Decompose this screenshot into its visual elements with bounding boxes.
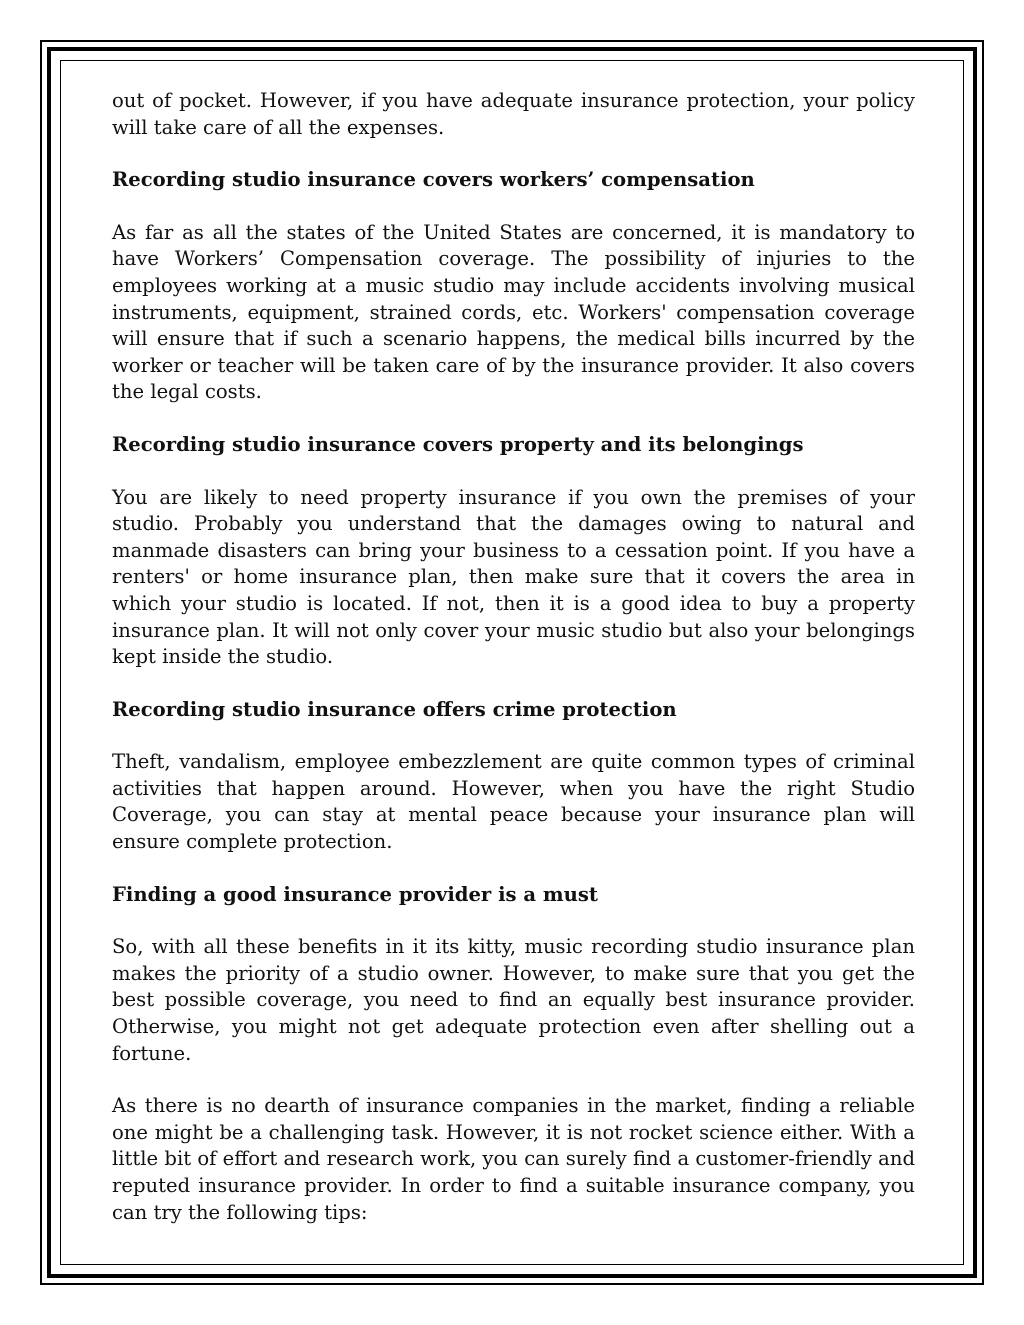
paragraph-continuation: out of pocket. However, if you have adequate insurance protection, your policy will take care of all the expenses.: [112, 89, 915, 139]
heading-property: Recording studio insurance covers property and its belongings: [112, 432, 804, 456]
heading-workers-compensation: Recording studio insurance covers workers’ compensation: [112, 168, 755, 192]
paragraph-crime-protection: Theft, vandalism, employee embezzlement are quite common types of criminal activities that happen around. However, when you have the right Studio Coverage, you can stay at mental peace because your insurance plan will ensure complete protection.: [112, 750, 915, 854]
paragraph-property: You are likely to need property insurance if you own the premises of your studio. Probably you understand that the damages owing to natural and manmade disasters can bring your business to a cessation point. If you have a renters' or home insurance plan, then make sure that it covers the area in which your studio is located. If not, then it is a good idea to buy a property insurance plan. It will not only cover your music studio but also your belongings kept inside the studio.: [112, 485, 915, 669]
heading-crime-protection: Recording studio insurance offers crime protection: [112, 697, 677, 721]
paragraph-tips-intro: As there is no dearth of insurance companies in the market, finding a reliable one might be a challenging task. However, it is not rocket science either. With a little bit of effort and research work, you can surely find a customer-friendly and reputed insurance provider. In order to find a suitable insurance company, you can try the following tips:: [112, 1094, 915, 1224]
document-body: [112, 88, 915, 1252]
paragraph-workers-compensation: As far as all the states of the United States are concerned, it is mandatory to have Workers’ Compensation coverage. The possibility of injuries to the employees working at a music studio may include accidents involving musical instruments, equipment, strained cords, etc. Workers' compensation coverage will ensure that if such a scenario happens, the medical bills incurred by the worker or teacher will be taken care of by the insurance provider. It also covers the legal costs.: [112, 220, 915, 404]
heading-finding-provider: Finding a good insurance provider is a must: [112, 882, 598, 906]
paragraph-finding-provider: So, with all these benefits in it its kitty, music recording studio insurance plan makes the priority of a studio owner. However, to make sure that you get the best possible coverage, you need to find an equally best insurance provider. Otherwise, you might not get adequate protection even after shelling out a fortune.: [112, 935, 915, 1065]
